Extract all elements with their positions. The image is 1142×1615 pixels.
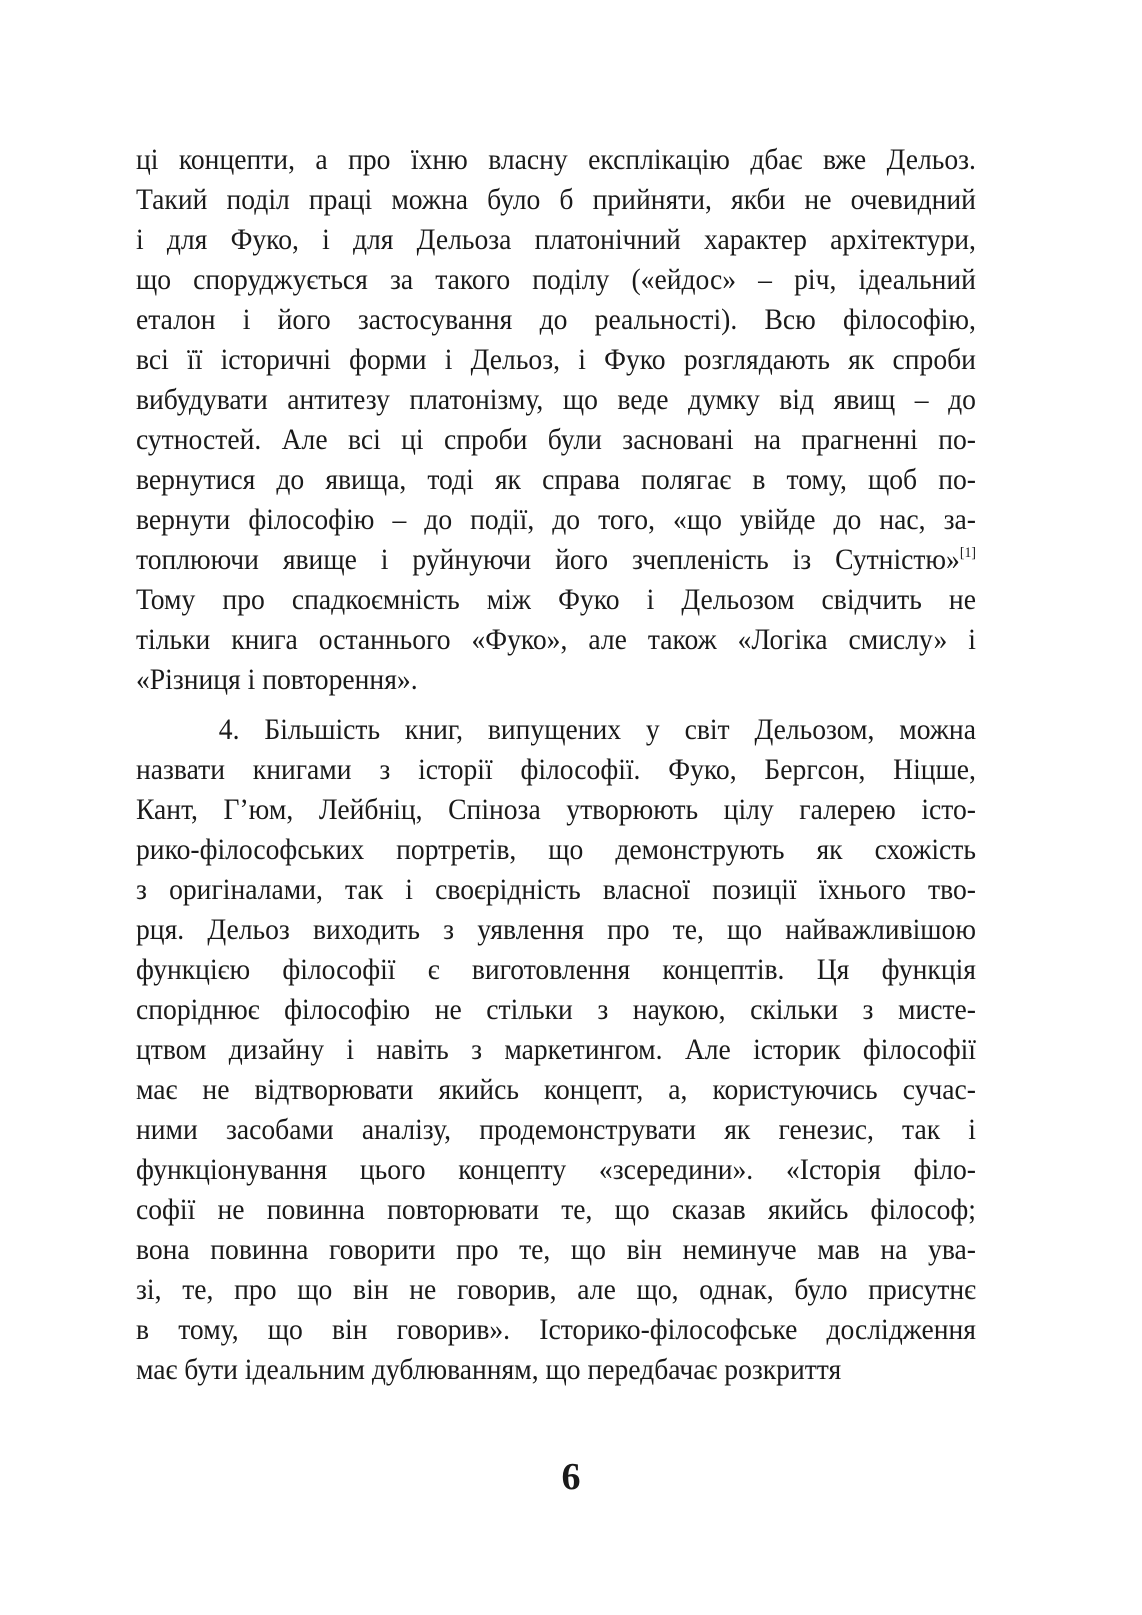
text-line-content: Кант, Г’юм, Лейбніц, Спіноза утворюють цілу галерею істо- bbox=[136, 793, 976, 826]
text-line bbox=[136, 380, 976, 420]
text-line-content: рця. Дельоз виходить з уявлення про те, що найважливішою bbox=[136, 913, 976, 946]
text-line-content: «Різниця і повторення». bbox=[136, 663, 418, 696]
text-line-content: вернутися до явища, тоді як справа полягає в тому, щоб по- bbox=[136, 463, 976, 496]
text-line bbox=[136, 340, 976, 380]
text-line-content: що споруджується за такого поділу («ейдос» – річ, ідеальний bbox=[136, 263, 976, 296]
text-line bbox=[136, 420, 976, 460]
text-line bbox=[136, 180, 976, 220]
text-line-content: з оригіналами, так і своєрідність власної позиції їхнього тво- bbox=[136, 873, 976, 906]
text-line bbox=[136, 750, 976, 790]
text-line-content: ними засобами аналізу, продемонструвати як генезис, так і bbox=[136, 1113, 976, 1146]
footnote-reference[interactable]: [1] bbox=[959, 545, 976, 561]
text-line-content: функцією філософії є виготовлення концептів. Ця функція bbox=[136, 953, 976, 986]
text-line bbox=[136, 870, 976, 910]
text-line-content: рико-філософських портретів, що демонструють як схожість bbox=[136, 833, 976, 866]
text-line-content: має бути ідеальним дублюванням, що передбачає розкриття bbox=[136, 1353, 842, 1386]
text-line-content: вибудувати антитезу платонізму, що веде думку від явищ – до bbox=[136, 383, 976, 416]
text-line bbox=[136, 1270, 976, 1310]
text-line bbox=[136, 540, 976, 580]
page-number: 6 bbox=[561, 1456, 581, 1498]
text-line bbox=[136, 1070, 976, 1110]
text-line bbox=[136, 1030, 976, 1070]
text-line-content: вона повинна говорити про те, що він неминуче мав на ува- bbox=[136, 1233, 976, 1266]
text-line-content: ці концепти, а про їхню власну експлікацію дбає вже Дельоз. bbox=[136, 143, 976, 176]
text-line-content: софії не повинна повторювати те, що сказав якийсь філософ; bbox=[136, 1193, 976, 1226]
text-line-content: Такий поділ праці можна було б прийняти, якби не очевидний bbox=[136, 183, 976, 216]
text-line bbox=[136, 580, 976, 620]
text-line bbox=[136, 220, 976, 260]
text-line-content: цтвом дизайну і навіть з маркетингом. Але історик філософії bbox=[136, 1033, 976, 1066]
text-line bbox=[136, 300, 976, 340]
text-line-content: в тому, що він говорив». Історико-філософське дослідження bbox=[136, 1313, 976, 1346]
text-line-content: еталон і його застосування до реальності). Всю філософію, bbox=[136, 303, 976, 336]
text-line-content: назвати книгами з історії філософії. Фуко, Бергсон, Ніцше, bbox=[136, 753, 976, 786]
text-line bbox=[136, 710, 976, 750]
paragraph-1 bbox=[136, 140, 1049, 700]
text-line bbox=[136, 500, 976, 540]
text-line-content: всі її історичні форми і Дельоз, і Фуко розглядають як спроби bbox=[136, 343, 976, 376]
text-line-content: топлюючи явище і руйнуючи його зчепленість із Сутністю» bbox=[136, 543, 960, 576]
text-line-content: споріднює філософію не стільки з наукою, скільки з мисте- bbox=[136, 993, 976, 1026]
text-line bbox=[136, 910, 976, 950]
text-line bbox=[136, 660, 976, 700]
text-line-content: має не відтворювати якийсь концепт, а, користуючись сучас- bbox=[136, 1073, 976, 1106]
text-line bbox=[136, 1190, 976, 1230]
text-line-content: і для Фуко, і для Дельоза платонічний характер архітектури, bbox=[136, 223, 976, 256]
text-line bbox=[136, 620, 976, 660]
text-line bbox=[136, 1230, 976, 1270]
text-line bbox=[136, 950, 976, 990]
text-line bbox=[136, 1110, 976, 1150]
text-line bbox=[136, 990, 976, 1030]
text-line bbox=[136, 790, 976, 830]
text-line-content: сутностей. Але всі ці спроби були засновані на прагненні по- bbox=[136, 423, 976, 456]
text-line-content: вернути філософію – до події, до того, «що увійде до нас, за- bbox=[136, 503, 976, 536]
text-line-content: 4. Більшість книг, випущених у світ Дельозом, можна bbox=[218, 713, 976, 746]
text-line bbox=[136, 1150, 976, 1190]
text-line bbox=[136, 1310, 976, 1350]
text-line-content: зі, те, про що він не говорив, але що, однак, було присутнє bbox=[136, 1273, 976, 1306]
text-line-content: тільки книга останнього «Фуко», але також «Логіка смислу» і bbox=[136, 623, 976, 656]
text-line bbox=[136, 140, 976, 180]
text-line bbox=[136, 1350, 976, 1390]
text-line-content: Тому про спадкоємність між Фуко і Дельозом свідчить не bbox=[136, 583, 976, 616]
paragraph-2 bbox=[136, 710, 1049, 1390]
text-line bbox=[136, 260, 976, 300]
text-line bbox=[136, 830, 976, 870]
text-line-content: функціонування цього концепту «зсередини». «Історія філо- bbox=[136, 1153, 976, 1186]
text-line bbox=[136, 460, 976, 500]
